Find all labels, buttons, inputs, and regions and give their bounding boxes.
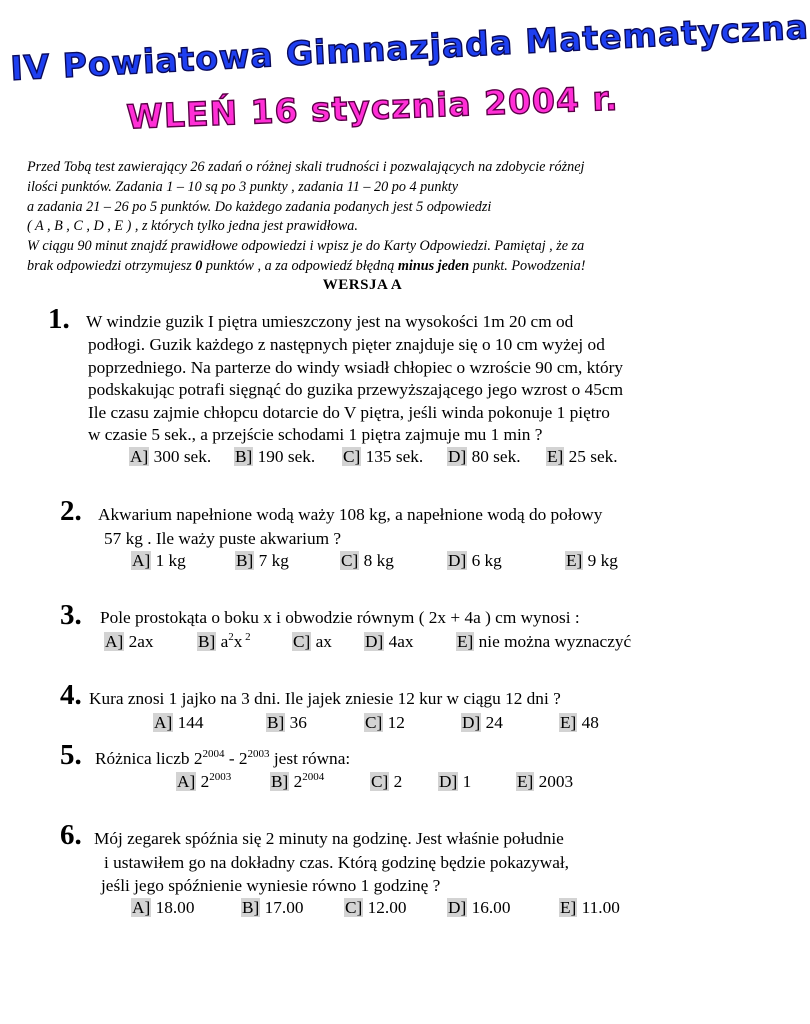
answer-letter: D] xyxy=(448,447,467,466)
answer-b xyxy=(235,551,289,571)
answer-text: 36 xyxy=(285,713,307,732)
bold-minus-one: minus jeden xyxy=(397,257,470,274)
bold-zero: 0 xyxy=(195,257,203,274)
answer-text: 80 sek. xyxy=(467,447,521,466)
answer-d xyxy=(461,713,503,733)
answer-letter: C] xyxy=(343,447,361,466)
title-line-2: WLEŃ 16 stycznia 2004 r. xyxy=(125,78,620,137)
instructions-line: ( A , B , C , D , E ) , z których tylko jedna jest prawidłowa. xyxy=(27,218,358,235)
answer-letter: C] xyxy=(365,713,383,732)
answer-text: 1 kg xyxy=(151,551,186,570)
text-span: brak odpowiedzi otrzymujesz xyxy=(27,257,196,274)
answer-letter: D] xyxy=(439,772,458,791)
answer-text: 18.00 xyxy=(151,898,195,917)
answer-letter: A] xyxy=(154,713,173,732)
question-2-answers xyxy=(0,551,725,575)
question-1-answers xyxy=(0,447,725,471)
answer-letter: A] xyxy=(130,447,149,466)
answer-letter: E] xyxy=(457,632,474,651)
question-1-text xyxy=(86,311,573,334)
answer-c xyxy=(370,772,402,792)
question-line: podskakując potrafi sięgnąć do guzika przewyższającego jego wzrost o 45cm xyxy=(88,380,624,399)
answer-c xyxy=(364,713,405,733)
answer-text: 300 sek. xyxy=(149,447,212,466)
answer-d xyxy=(364,632,414,652)
answer-b xyxy=(266,713,307,733)
question-line: 57 kg . Ile waży puste akwarium ? xyxy=(104,529,342,548)
instructions xyxy=(27,158,702,277)
question-3-number: 3. xyxy=(60,599,82,631)
answer-letter: C] xyxy=(293,632,311,651)
answer-e xyxy=(559,713,599,733)
answer-text: 2 xyxy=(389,772,403,791)
answer-text: 4ax xyxy=(384,632,414,651)
answer-a xyxy=(153,713,204,733)
exponent: 2 xyxy=(228,631,234,643)
answer-text: 48 xyxy=(577,713,599,732)
answer-e xyxy=(565,551,618,571)
question-5-number: 5. xyxy=(60,739,82,771)
question-4-text xyxy=(89,688,561,711)
title-line-1: IV Powiatowa Gimnazjada Matematyczna xyxy=(9,7,810,88)
answer-b xyxy=(234,447,315,467)
question-5-text xyxy=(95,748,350,771)
question-line: Akwarium napełnione wodą waży 108 kg, a napełnione wodą do połowy xyxy=(98,505,603,524)
answer-letter: E] xyxy=(517,772,534,791)
instructions-line xyxy=(27,257,702,277)
question-line: Mój zegarek spóźnia się 2 minuty na godzinę. Jest właśnie południe xyxy=(94,829,564,848)
answer-e xyxy=(456,632,631,652)
question-line: i ustawiłem go na dokładny czas. Którą godzinę będzie pokazywał, xyxy=(104,853,569,872)
answer-c xyxy=(292,632,332,652)
answer-text: 7 kg xyxy=(254,551,289,570)
question-line xyxy=(95,748,350,771)
answer-letter: A] xyxy=(177,772,196,791)
answer-a xyxy=(129,447,211,467)
instructions-line: Przed Tobą test zawierający 26 zadań o różnej skali trudności i pozwalających na zdobycie różnej xyxy=(27,159,585,175)
question-line: podłogi. Guzik każdego z następnych pięter znajduje się o 10 cm wyżej od xyxy=(88,335,605,354)
answer-text: 1 xyxy=(458,772,472,791)
question-line: Pole prostokąta o boku x i obwodzie równym ( 2x + 4a ) cm wynosi : xyxy=(100,608,580,627)
text-span: jest równa: xyxy=(269,749,351,768)
question-line: w czasie 5 sek., a przejście schodami 1 piętra zajmuje mu 1 min ? xyxy=(88,425,543,444)
answer-letter: B] xyxy=(242,898,260,917)
answer-letter: B] xyxy=(267,713,285,732)
answer-text: 2ax xyxy=(124,632,154,651)
answer-c xyxy=(344,898,406,918)
exponent: 2004 xyxy=(202,748,225,760)
answer-text: 11.00 xyxy=(577,898,620,917)
question-line: jeśli jego spóźnienie wyniesie równo 1 godzinę ? xyxy=(101,875,441,895)
answer-d xyxy=(447,898,510,918)
answer-letter: D] xyxy=(448,551,467,570)
question-6-text-cont xyxy=(101,852,569,897)
exponent: 2 xyxy=(242,631,251,643)
question-3-text xyxy=(100,607,580,630)
question-6-number: 6. xyxy=(60,819,82,851)
answer-text: nie można wyznaczyć xyxy=(474,632,632,651)
answer-text: 8 kg xyxy=(359,551,394,570)
answer-text: 12 xyxy=(383,713,405,732)
answer-text: 17.00 xyxy=(260,898,304,917)
answer-text: 9 kg xyxy=(583,551,618,570)
answer-text: 24 xyxy=(481,713,503,732)
answer-c xyxy=(340,551,394,571)
question-4-answers xyxy=(0,713,725,737)
answer-letter: B] xyxy=(198,632,216,651)
answer-d xyxy=(447,551,502,571)
question-3-answers xyxy=(0,632,725,656)
answer-text: 2 xyxy=(196,772,210,791)
answer-b xyxy=(270,772,324,792)
version-label: WERSJA A xyxy=(322,277,403,293)
answer-e xyxy=(559,898,620,918)
answer-letter: B] xyxy=(236,551,254,570)
text-span: - 2 xyxy=(224,749,248,768)
answer-letter: A] xyxy=(132,551,151,570)
question-6-text xyxy=(94,828,564,851)
answer-a xyxy=(131,898,194,918)
answer-text: x xyxy=(233,632,243,651)
answer-text: 190 sek. xyxy=(253,447,316,466)
question-1-number: 1. xyxy=(48,303,70,335)
answer-b xyxy=(197,632,251,652)
exponent: 2003 xyxy=(209,771,232,783)
question-2-text-cont xyxy=(104,528,341,551)
answer-letter: C] xyxy=(341,551,359,570)
instructions-line: ilości punktów. Zadania 1 – 10 są po 3 punkty , zadania 11 – 20 po 4 punkty xyxy=(27,178,458,195)
answer-text: 2 xyxy=(289,772,303,791)
answer-d xyxy=(438,772,471,792)
answer-letter: B] xyxy=(271,772,289,791)
answer-letter: E] xyxy=(560,713,577,732)
answer-letter: E] xyxy=(560,898,577,917)
answer-letter: A] xyxy=(132,898,151,917)
question-5-answers xyxy=(0,772,725,796)
answer-letter: E] xyxy=(547,447,564,466)
answer-c xyxy=(342,447,423,467)
instructions-line: a zadania 21 – 26 po 5 punktów. Do każdego zadania podanych jest 5 odpowiedzi xyxy=(27,198,492,215)
question-2-number: 2. xyxy=(60,495,82,527)
question-4-number: 4. xyxy=(60,679,82,711)
answer-letter: D] xyxy=(365,632,384,651)
question-line: Kura znosi 1 jajko na 3 dni. Ile jajek zniesie 12 kur w ciągu 12 dni ? xyxy=(89,689,561,708)
answer-a xyxy=(104,632,154,652)
answer-text: 135 sek. xyxy=(361,447,424,466)
answer-letter: A] xyxy=(105,632,124,651)
answer-text: 144 xyxy=(173,713,204,732)
answer-text: 25 sek. xyxy=(564,447,618,466)
question-6-answers xyxy=(0,898,725,922)
question-line: poprzedniego. Na parterze do windy wsiadł chłopiec o wzroście 90 cm, który xyxy=(88,357,624,377)
answer-text: 2003 xyxy=(534,772,574,791)
answer-a xyxy=(131,551,186,571)
question-line: W windzie guzik I piętra umieszczony jest na wysokości 1m 20 cm od xyxy=(86,312,574,331)
answer-d xyxy=(447,447,521,467)
answer-text: 16.00 xyxy=(467,898,511,917)
question-line: Ile czasu zajmie chłopcu dotarcie do V piętra, jeśli winda pokonuje 1 piętro xyxy=(88,402,610,422)
answer-letter: B] xyxy=(235,447,253,466)
answer-letter: D] xyxy=(462,713,481,732)
question-1-text-cont xyxy=(88,334,623,447)
instructions-line: W ciągu 90 minut znajdź prawidłowe odpowiedzi i wpisz je do Karty Odpowiedzi. Pamiętaj , że za xyxy=(27,238,585,255)
answer-text: 6 kg xyxy=(467,551,502,570)
answer-e xyxy=(516,772,573,792)
question-2-text xyxy=(98,504,602,527)
answer-e xyxy=(546,447,618,467)
exponent: 2003 xyxy=(247,748,270,760)
answer-text: 12.00 xyxy=(363,898,407,917)
text-span: punkt. Powodzenia! xyxy=(469,257,586,274)
answer-letter: C] xyxy=(371,772,389,791)
answer-text: ax xyxy=(311,632,332,651)
text-span: punktów , a za odpowiedź błędną xyxy=(202,257,398,274)
answer-letter: D] xyxy=(448,898,467,917)
answer-letter: C] xyxy=(345,898,363,917)
exponent: 2004 xyxy=(302,771,325,783)
text-span: Różnica liczb 2 xyxy=(95,749,203,768)
answer-text: a xyxy=(216,632,229,651)
answer-a xyxy=(176,772,231,792)
answer-letter: E] xyxy=(566,551,583,570)
answer-b xyxy=(241,898,303,918)
